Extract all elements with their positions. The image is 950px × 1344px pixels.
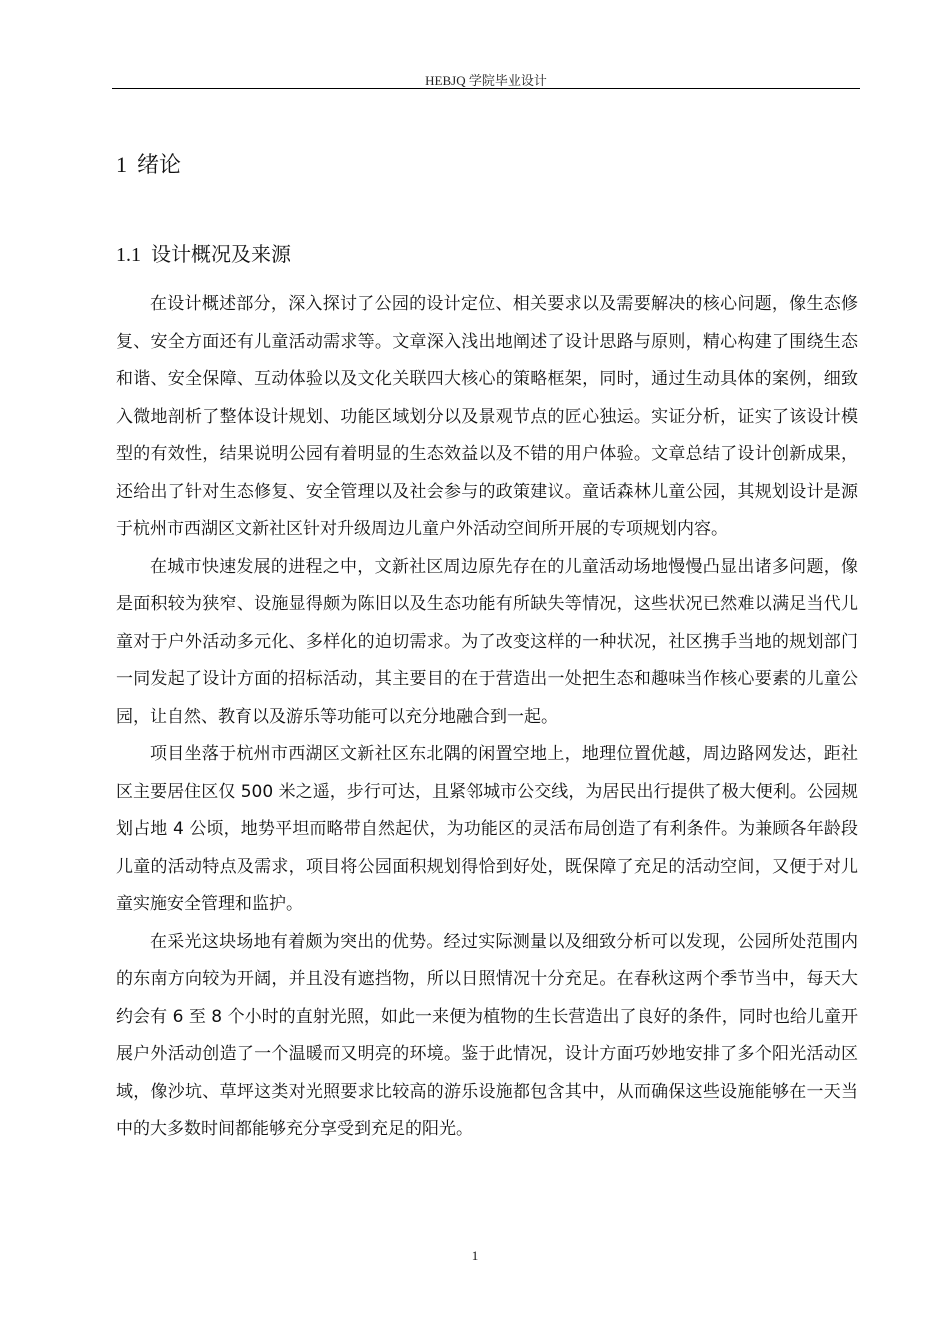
paragraph: 项目坐落于杭州市西湖区文新社区东北隅的闲置空地上，地理位置优越，周边路网发达，距社区主要居住区仅 500 米之遥，步行可达，且紧邻城市公交线，为居民出行提供了极大便利。公园规划占地 4 公顷，地势平坦而略带自然起伏，为功能区的灵活布局创造了有利条件。为兼顾各年龄段儿童的活动特点及需求，项目将公园面积规划得恰到好处，既保障了充足的活动空间，又便于对儿童实施安全管理和监护。 [116,744,858,914]
header-divider [112,88,860,89]
chapter-heading [116,148,181,179]
section-title: 设计概况及来源 [151,242,291,266]
running-header: HEBJQ 学院毕业设计 [425,73,547,88]
section-heading [116,238,291,267]
page-number: 1 [471,1248,479,1263]
chapter-number: 1 [116,152,127,177]
body-text [116,286,858,1149]
section-number: 1.1 [116,244,141,266]
chapter-title: 绪论 [137,153,182,178]
paragraph: 在采光这块场地有着颇为突出的优势。经过实际测量以及细致分析可以发现，公园所处范围内的东南方向较为开阔，并且没有遮挡物，所以日照情况十分充足。在春秋这两个季节当中，每天大约会有 6 至 8 个小时的直射光照，如此一来便为植物的生长营造出了良好的条件，同时也给儿童开展户外活动创造了一个温暖而又明亮的环境。鉴于此情况，设计方面巧妙地安排了多个阳光活动区域，像沙坑、草坪这类对光照要求比较高的游乐设施都包含其中，从而确保这些设施能够在一天当中的大多数时间都能够充分享受到充足的阳光。 [116,931,858,1139]
paragraph: 在城市快速发展的进程之中，文新社区周边原先存在的儿童活动场地慢慢凸显出诸多问题，像是面积较为狭窄、设施显得颇为陈旧以及生态功能有所缺失等情况，这些状况已然难以满足当代儿童对于户外活动多元化、多样化的迫切需求。为了改变这样的一种状况，社区携手当地的规划部门一同发起了设计方面的招标活动，其主要目的在于营造出一处把生态和趣味当作核心要素的儿童公园，让自然、教育以及游乐等功能可以充分地融合到一起。 [116,556,858,727]
paragraph: 在设计概述部分，深入探讨了公园的设计定位、相关要求以及需要解决的核心问题，像生态修复、安全方面还有儿童活动需求等。文章深入浅出地阐述了设计思路与原则，精心构建了围绕生态和谐、安全保障、互动体验以及文化关联四大核心的策略框架，同时，通过生动具体的案例，细致入微地剖析了整体设计规划、功能区域划分以及景观节点的匠心独运。实证分析，证实了该设计模型的有效性，结果说明公园有着明显的生态效益以及不错的用户体验。文章总结了设计创新成果，还给出了针对生态修复、安全管理以及社会参与的政策建议。童话森林儿童公园，其规划设计是源于杭州市西湖区文新社区针对升级周边儿童户外活动空间所开展的专项规划内容。 [116,294,858,539]
